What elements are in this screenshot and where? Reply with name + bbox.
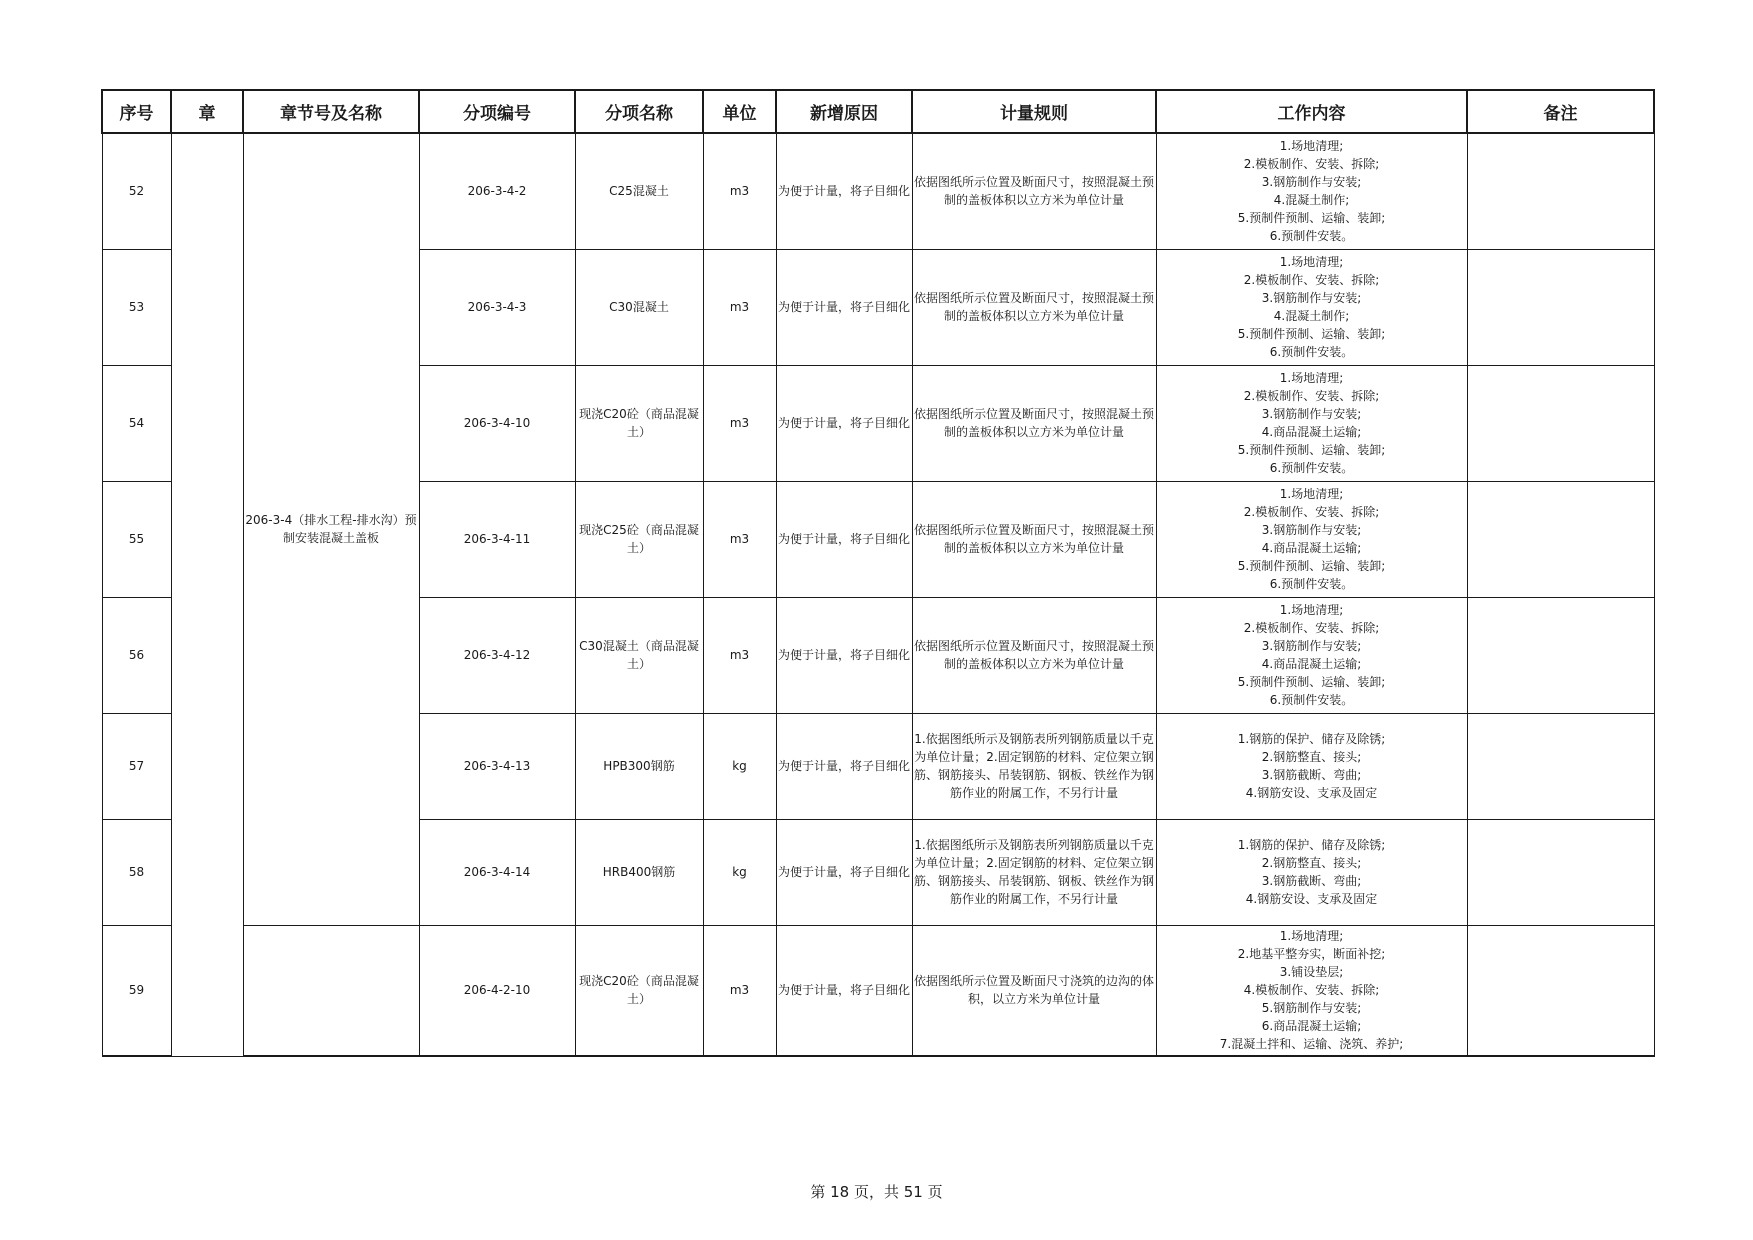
work-step: 5.预制件预制、运输、装卸; [1237, 327, 1386, 341]
work-step: 3.钢筋截断、弯曲; [1261, 874, 1362, 888]
work-step: 6.预制件安装。 [1269, 693, 1354, 707]
unit-cell: m3 [703, 481, 776, 597]
section-name-cell [243, 925, 419, 1056]
reason-cell: 为便于计量，将子目细化 [776, 365, 912, 481]
row-number-cell: 59 [102, 925, 171, 1056]
header-cell: 章节号及名称 [243, 90, 419, 133]
work-step: 2.模板制作、安装、拆除; [1243, 273, 1380, 287]
row-number-cell: 52 [102, 133, 171, 249]
work-step: 5.钢筋制作与安装; [1261, 1001, 1362, 1016]
work-step: 6.预制件安装。 [1269, 577, 1354, 591]
work-content-cell [1156, 481, 1467, 597]
item-code-cell: 206-3-4-13 [419, 713, 575, 819]
work-step: 3.钢筋制作与安装; [1261, 291, 1362, 305]
work-step: 4.商品混凝土运输; [1261, 425, 1362, 439]
measurement-rule-cell: 依据图纸所示位置及断面尺寸，按照混凝土预制的盖板体积以立方米为单位计量 [912, 133, 1156, 249]
work-step: 1.场地清理; [1279, 603, 1344, 617]
work-content-cell [1156, 365, 1467, 481]
section-name-cell: 206-3-4（排水工程-排水沟）预制安装混凝土盖板 [243, 133, 419, 925]
work-step: 6.预制件安装。 [1269, 461, 1354, 475]
work-step: 3.钢筋截断、弯曲; [1261, 768, 1362, 782]
item-name-cell: HPB300钢筋 [575, 713, 703, 819]
work-step: 1.场地清理; [1279, 139, 1344, 154]
work-step: 1.场地清理; [1279, 371, 1344, 385]
unit-cell: m3 [703, 365, 776, 481]
remark-cell [1467, 713, 1654, 819]
reason-cell: 为便于计量，将子目细化 [776, 925, 912, 1056]
item-name-cell: C30混凝土（商品混凝土） [575, 597, 703, 713]
remark-cell [1467, 249, 1654, 365]
reason-cell: 为便于计量，将子目细化 [776, 133, 912, 249]
work-step: 5.预制件预制、运输、装卸; [1237, 443, 1386, 457]
work-step: 2.钢筋整直、接头; [1261, 750, 1362, 764]
item-code-cell: 206-3-4-2 [419, 133, 575, 249]
unit-cell: kg [703, 819, 776, 925]
row-number-cell: 53 [102, 249, 171, 365]
work-step: 4.混凝土制作; [1273, 309, 1350, 323]
reason-cell: 为便于计量，将子目细化 [776, 481, 912, 597]
work-step: 3.钢筋制作与安装; [1261, 523, 1362, 537]
page-footer: 第 18 页，共 51 页 [810, 1183, 943, 1201]
reason-cell: 为便于计量，将子目细化 [776, 249, 912, 365]
work-step: 2.模板制作、安装、拆除; [1243, 389, 1380, 403]
unit-cell: m3 [703, 249, 776, 365]
measurement-rule-cell: 依据图纸所示位置及断面尺寸浇筑的边沟的体积，以立方米为单位计量 [912, 925, 1156, 1056]
work-step: 1.场地清理; [1279, 255, 1344, 269]
row-number-cell: 58 [102, 819, 171, 925]
header-cell: 章 [171, 90, 243, 133]
work-step: 6.预制件安装。 [1269, 345, 1354, 359]
work-step: 2.钢筋整直、接头; [1261, 856, 1362, 870]
work-step: 3.钢筋制作与安装; [1261, 407, 1362, 421]
work-step: 4.商品混凝土运输; [1261, 541, 1362, 555]
reason-cell: 为便于计量，将子目细化 [776, 819, 912, 925]
measurement-rule-cell: 依据图纸所示位置及断面尺寸，按照混凝土预制的盖板体积以立方米为单位计量 [912, 597, 1156, 713]
work-step: 1.场地清理; [1279, 487, 1344, 501]
reason-cell: 为便于计量，将子目细化 [776, 713, 912, 819]
remark-cell [1467, 133, 1654, 249]
measurement-rule-cell: 依据图纸所示位置及断面尺寸，按照混凝土预制的盖板体积以立方米为单位计量 [912, 249, 1156, 365]
item-name-cell: C25混凝土 [575, 133, 703, 249]
work-step: 7.混凝土拌和、运输、浇筑、养护; [1219, 1037, 1404, 1052]
work-content-cell [1156, 819, 1467, 925]
row-number-cell: 55 [102, 481, 171, 597]
unit-cell: m3 [703, 597, 776, 713]
item-code-cell: 206-4-2-10 [419, 925, 575, 1056]
work-step: 2.模板制作、安装、拆除; [1243, 157, 1380, 172]
header-cell: 分项编号 [419, 90, 575, 133]
work-step: 1.钢筋的保护、储存及除锈; [1237, 838, 1386, 852]
work-step: 4.商品混凝土运输; [1261, 657, 1362, 671]
reason-cell: 为便于计量，将子目细化 [776, 597, 912, 713]
header-cell: 序号 [102, 90, 171, 133]
header-cell: 备注 [1467, 90, 1654, 133]
work-step: 4.模板制作、安装、拆除; [1243, 983, 1380, 998]
row-number-cell: 56 [102, 597, 171, 713]
header-cell: 新增原因 [776, 90, 912, 133]
item-name-cell: 现浇C20砼（商品混凝土） [575, 365, 703, 481]
work-step: 4.钢筋安设、支承及固定 [1245, 892, 1378, 906]
work-content-cell [1156, 713, 1467, 819]
remark-cell [1467, 925, 1654, 1056]
item-name-cell: 现浇C25砼（商品混凝土） [575, 481, 703, 597]
work-content-cell [1156, 597, 1467, 713]
work-step: 2.地基平整夯实，断面补挖; [1237, 947, 1386, 962]
item-code-cell: 206-3-4-3 [419, 249, 575, 365]
work-step: 3.铺设垫层; [1279, 965, 1344, 980]
header-cell: 工作内容 [1156, 90, 1467, 133]
unit-cell: kg [703, 713, 776, 819]
work-step: 1.场地清理; [1279, 929, 1344, 944]
work-step: 2.模板制作、安装、拆除; [1243, 505, 1380, 519]
work-step: 3.钢筋制作与安装; [1261, 639, 1362, 653]
remark-cell [1467, 597, 1654, 713]
unit-cell: m3 [703, 133, 776, 249]
work-step: 5.预制件预制、运输、装卸; [1237, 559, 1386, 573]
table-row [102, 133, 1654, 249]
header-cell: 单位 [703, 90, 776, 133]
work-step: 5.预制件预制、运输、装卸; [1237, 675, 1386, 689]
measurement-rule-cell: 1.依据图纸所示及钢筋表所列钢筋质量以千克为单位计量；2.固定钢筋的材料、定位架立钢筋、钢筋接头、吊装钢筋、钢板、铁丝作为钢筋作业的附属工作，不另行计量 [912, 819, 1156, 925]
item-name-cell: 现浇C20砼（商品混凝土） [575, 925, 703, 1056]
remark-cell [1467, 365, 1654, 481]
work-step: 1.钢筋的保护、储存及除锈; [1237, 732, 1386, 746]
header-row [102, 90, 1654, 133]
remark-cell [1467, 819, 1654, 925]
row-number-cell: 54 [102, 365, 171, 481]
measurement-rule-cell: 1.依据图纸所示及钢筋表所列钢筋质量以千克为单位计量；2.固定钢筋的材料、定位架立钢筋、钢筋接头、吊装钢筋、钢板、铁丝作为钢筋作业的附属工作，不另行计量 [912, 713, 1156, 819]
item-code-cell: 206-3-4-12 [419, 597, 575, 713]
item-code-cell: 206-3-4-10 [419, 365, 575, 481]
header-cell: 分项名称 [575, 90, 703, 133]
header-cell: 计量规则 [912, 90, 1156, 133]
item-code-cell: 206-3-4-11 [419, 481, 575, 597]
bill-items-table [101, 89, 1655, 1057]
work-step: 5.预制件预制、运输、装卸; [1237, 211, 1386, 226]
item-name-cell: HRB400钢筋 [575, 819, 703, 925]
work-step: 4.混凝土制作; [1273, 193, 1350, 208]
work-content-cell [1156, 925, 1467, 1056]
measurement-rule-cell: 依据图纸所示位置及断面尺寸，按照混凝土预制的盖板体积以立方米为单位计量 [912, 365, 1156, 481]
work-step: 3.钢筋制作与安装; [1261, 175, 1362, 190]
work-step: 6.商品混凝土运输; [1261, 1019, 1362, 1034]
work-step: 4.钢筋安设、支承及固定 [1245, 786, 1378, 800]
work-content-cell [1156, 249, 1467, 365]
item-code-cell: 206-3-4-14 [419, 819, 575, 925]
remark-cell [1467, 481, 1654, 597]
work-step: 2.模板制作、安装、拆除; [1243, 621, 1380, 635]
item-name-cell: C30混凝土 [575, 249, 703, 365]
work-step: 6.预制件安装。 [1269, 229, 1354, 244]
unit-cell: m3 [703, 925, 776, 1056]
measurement-rule-cell: 依据图纸所示位置及断面尺寸，按照混凝土预制的盖板体积以立方米为单位计量 [912, 481, 1156, 597]
row-number-cell: 57 [102, 713, 171, 819]
table-row [102, 925, 1654, 1056]
work-content-cell [1156, 133, 1467, 249]
chapter-cell [171, 133, 243, 1056]
